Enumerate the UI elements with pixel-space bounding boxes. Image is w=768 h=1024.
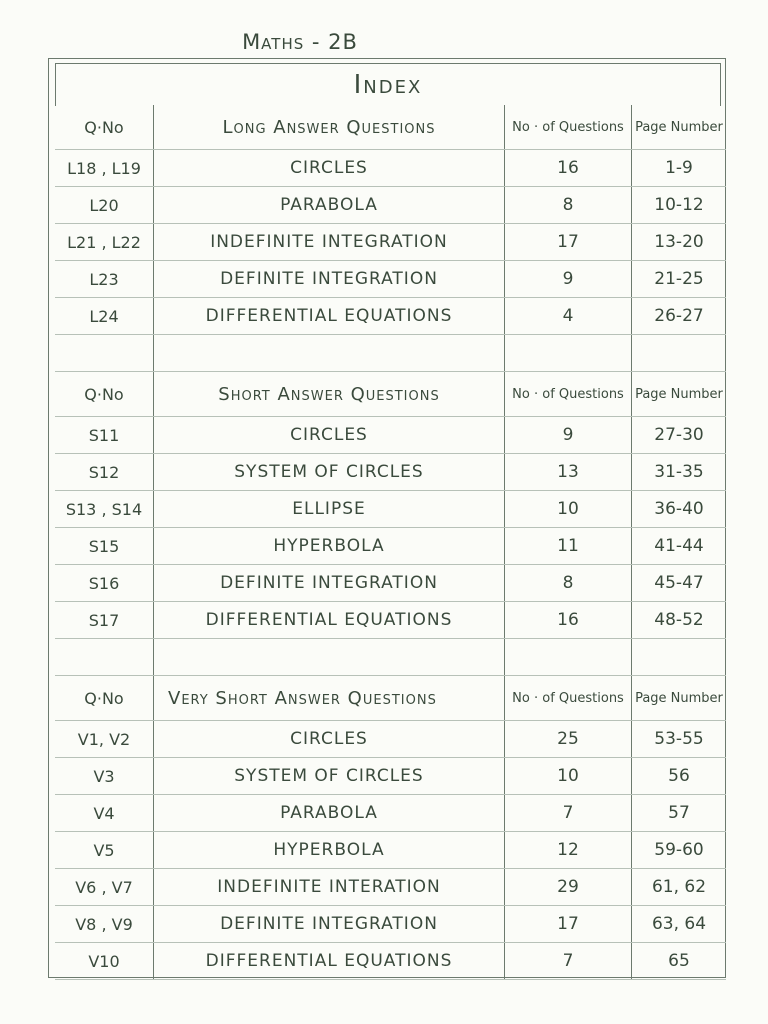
index-row — [55, 454, 726, 491]
index-row — [55, 795, 726, 832]
index-row — [55, 721, 726, 758]
section-spacer — [55, 335, 726, 372]
section-title: Very Short Answer Questions — [154, 676, 505, 721]
index-row — [55, 150, 726, 187]
question-count: 29 — [505, 869, 632, 906]
question-number: S13 , S14 — [55, 491, 154, 528]
section-header-row — [55, 105, 726, 150]
section-header-row — [55, 676, 726, 721]
spacer-cell — [154, 335, 505, 372]
topic-name: CIRCLES — [154, 721, 505, 758]
question-count: 17 — [505, 906, 632, 943]
section-header-row — [55, 372, 726, 417]
section-spacer — [55, 639, 726, 676]
page-range: 61, 62 — [632, 869, 727, 906]
index-row — [55, 224, 726, 261]
topic-name: DIFFERENTIAL EQUATIONS — [154, 943, 505, 980]
question-count: 7 — [505, 795, 632, 832]
question-count: 4 — [505, 298, 632, 335]
page-header: Page Number — [632, 372, 727, 417]
page-range: 10-12 — [632, 187, 727, 224]
page-range: 57 — [632, 795, 727, 832]
index-row — [55, 417, 726, 454]
question-count: 9 — [505, 261, 632, 298]
index-row — [55, 261, 726, 298]
page-range: 26-27 — [632, 298, 727, 335]
section-title: Long Answer Questions — [154, 105, 505, 150]
question-number: L20 — [55, 187, 154, 224]
page-range: 45-47 — [632, 565, 727, 602]
question-number: V8 , V9 — [55, 906, 154, 943]
index-row — [55, 602, 726, 639]
question-number: S15 — [55, 528, 154, 565]
index-row — [55, 565, 726, 602]
question-count: 16 — [505, 602, 632, 639]
topic-name: INDEFINITE INTEGRATION — [154, 224, 505, 261]
index-row — [55, 758, 726, 795]
question-count: 9 — [505, 417, 632, 454]
page-range: 63, 64 — [632, 906, 727, 943]
question-count: 10 — [505, 491, 632, 528]
question-number: S16 — [55, 565, 154, 602]
topic-name: DEFINITE INTEGRATION — [154, 261, 505, 298]
question-number: L24 — [55, 298, 154, 335]
count-header: No · of Questions — [505, 676, 632, 721]
question-number: S17 — [55, 602, 154, 639]
page-range: 21-25 — [632, 261, 727, 298]
question-count: 7 — [505, 943, 632, 980]
page-header: Page Number — [632, 676, 727, 721]
question-count: 16 — [505, 150, 632, 187]
topic-name: SYSTEM OF CIRCLES — [154, 758, 505, 795]
index-row — [55, 528, 726, 565]
topic-name: INDEFINITE INTERATION — [154, 869, 505, 906]
index-row — [55, 187, 726, 224]
question-count: 10 — [505, 758, 632, 795]
page-range: 27-30 — [632, 417, 727, 454]
spacer-cell — [632, 639, 727, 676]
topic-name: DIFFERENTIAL EQUATIONS — [154, 602, 505, 639]
question-number: L18 , L19 — [55, 150, 154, 187]
topic-name: HYPERBOLA — [154, 528, 505, 565]
question-count: 8 — [505, 187, 632, 224]
page-header: Page Number — [632, 105, 727, 150]
index-table — [55, 105, 726, 980]
question-number: L23 — [55, 261, 154, 298]
spacer-cell — [55, 639, 154, 676]
question-count: 25 — [505, 721, 632, 758]
question-number: L21 , L22 — [55, 224, 154, 261]
question-count: 12 — [505, 832, 632, 869]
index-row — [55, 491, 726, 528]
page-range: 59-60 — [632, 832, 727, 869]
page-range: 41-44 — [632, 528, 727, 565]
page-range: 48-52 — [632, 602, 727, 639]
question-number: S12 — [55, 454, 154, 491]
question-count: 17 — [505, 224, 632, 261]
qno-header: Q·No — [55, 372, 154, 417]
topic-name: CIRCLES — [154, 417, 505, 454]
question-count: 11 — [505, 528, 632, 565]
index-row — [55, 906, 726, 943]
page-range: 1-9 — [632, 150, 727, 187]
question-count: 13 — [505, 454, 632, 491]
page-range: 65 — [632, 943, 727, 980]
question-number: V6 , V7 — [55, 869, 154, 906]
index-row — [55, 869, 726, 906]
page-range: 31-35 — [632, 454, 727, 491]
index-row — [55, 943, 726, 980]
count-header: No · of Questions — [505, 105, 632, 150]
topic-name: ELLIPSE — [154, 491, 505, 528]
question-number: V4 — [55, 795, 154, 832]
index-row — [55, 298, 726, 335]
page-range: 53-55 — [632, 721, 727, 758]
topic-name: DEFINITE INTEGRATION — [154, 565, 505, 602]
topic-name: CIRCLES — [154, 150, 505, 187]
question-number: V5 — [55, 832, 154, 869]
topic-name: SYSTEM OF CIRCLES — [154, 454, 505, 491]
qno-header: Q·No — [55, 105, 154, 150]
page-range: 13-20 — [632, 224, 727, 261]
index-sheet — [48, 58, 726, 978]
page-range: 36-40 — [632, 491, 727, 528]
spacer-cell — [505, 335, 632, 372]
question-number: S11 — [55, 417, 154, 454]
spacer-cell — [632, 335, 727, 372]
question-number: V3 — [55, 758, 154, 795]
topic-name: PARABOLA — [154, 795, 505, 832]
question-number: V10 — [55, 943, 154, 980]
index-row — [55, 832, 726, 869]
page-range: 56 — [632, 758, 727, 795]
index-heading: Index — [55, 63, 721, 106]
spacer-cell — [154, 639, 505, 676]
spacer-cell — [505, 639, 632, 676]
spacer-cell — [55, 335, 154, 372]
topic-name: HYPERBOLA — [154, 832, 505, 869]
qno-header: Q·No — [55, 676, 154, 721]
page-title: Maths - 2B — [242, 30, 358, 54]
section-title: Short Answer Questions — [154, 372, 505, 417]
topic-name: PARABOLA — [154, 187, 505, 224]
question-count: 8 — [505, 565, 632, 602]
topic-name: DEFINITE INTEGRATION — [154, 906, 505, 943]
topic-name: DIFFERENTIAL EQUATIONS — [154, 298, 505, 335]
question-number: V1, V2 — [55, 721, 154, 758]
count-header: No · of Questions — [505, 372, 632, 417]
